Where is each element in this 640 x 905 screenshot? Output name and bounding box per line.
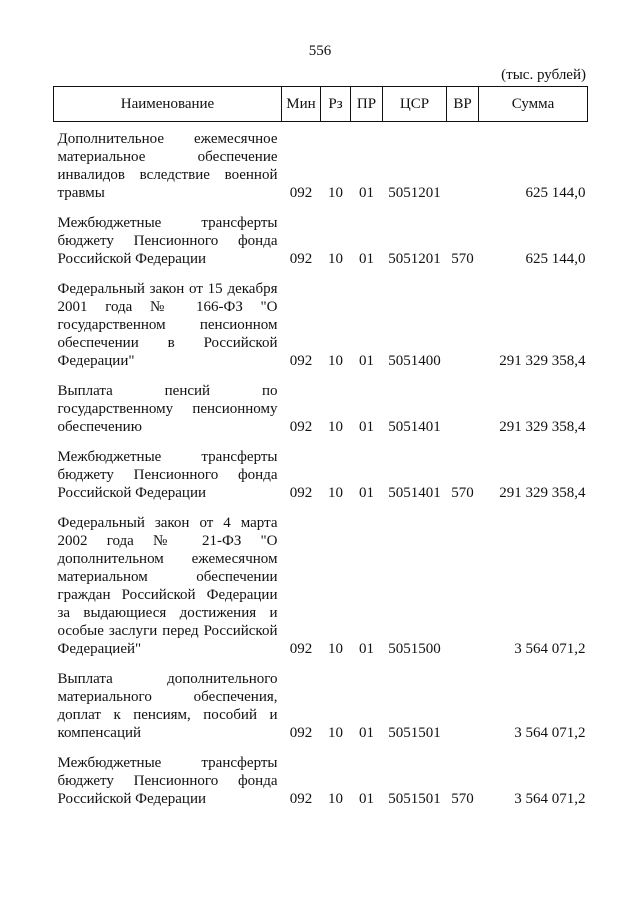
row-rz: 10 xyxy=(328,791,343,807)
row-min: 092 xyxy=(289,641,313,657)
row-rz: 10 xyxy=(328,725,343,741)
row-min: 092 xyxy=(289,791,313,807)
row-vr xyxy=(447,514,479,662)
table-row xyxy=(54,670,588,746)
row-min: 092 xyxy=(289,725,313,741)
table-row xyxy=(54,382,588,440)
table-row xyxy=(54,754,588,812)
row-pr: 01 xyxy=(359,251,374,267)
budget-table xyxy=(53,86,588,812)
row-sum: 3 564 071,2 xyxy=(514,791,586,807)
row-name: Межбюджетные трансферты бюджету Пенсионного фонда Российской Федерации xyxy=(57,449,278,501)
table-row xyxy=(54,130,588,206)
row-sum: 291 329 358,4 xyxy=(499,485,586,501)
row-csr: 5051501 xyxy=(388,791,441,807)
header-csr: ЦСР xyxy=(383,87,447,122)
header-pr: ПР xyxy=(351,87,383,122)
header-min: Мин xyxy=(282,87,321,122)
row-name: Федеральный закон от 15 декабря 2001 года № 166-ФЗ "О государственном пенсионном обеспечении в Российской Федерации" xyxy=(57,281,278,369)
units-label: (тыс. рублей) xyxy=(501,67,586,83)
header-rz: Рз xyxy=(321,87,351,122)
row-csr: 5051501 xyxy=(388,725,441,741)
row-vr: 570 xyxy=(451,791,474,807)
row-sum: 625 144,0 xyxy=(525,185,586,201)
row-sum: 291 329 358,4 xyxy=(499,419,586,435)
row-min: 092 xyxy=(289,353,313,369)
row-name: Выплата дополнительного материального обеспечения, доплат к пенсиям, пособий и компенсаций xyxy=(57,671,278,741)
row-vr: 570 xyxy=(451,485,474,501)
row-name: Федеральный закон от 4 марта 2002 года № 21-ФЗ "О дополнительном ежемесячном материальном обеспечении граждан Российской Федерации за выдающиеся достижения и особые заслуги перед Российской Федерацией" xyxy=(57,515,278,657)
row-pr: 01 xyxy=(359,353,374,369)
row-pr: 01 xyxy=(359,725,374,741)
row-pr: 01 xyxy=(359,791,374,807)
table-header-row xyxy=(54,87,588,122)
row-rz: 10 xyxy=(328,485,343,501)
row-rz: 10 xyxy=(328,185,343,201)
table-row xyxy=(54,514,588,662)
row-csr: 5051401 xyxy=(388,419,441,435)
row-pr: 01 xyxy=(359,485,374,501)
row-rz: 10 xyxy=(328,353,343,369)
row-min: 092 xyxy=(289,251,313,267)
row-vr xyxy=(447,280,479,374)
row-name: Межбюджетные трансферты бюджету Пенсионного фонда Российской Федерации xyxy=(57,215,278,267)
row-vr: 570 xyxy=(451,251,474,267)
table-row xyxy=(54,448,588,506)
row-rz: 10 xyxy=(328,251,343,267)
row-min: 092 xyxy=(289,419,313,435)
row-pr: 01 xyxy=(359,419,374,435)
row-csr: 5051201 xyxy=(388,251,441,267)
row-vr xyxy=(447,130,479,206)
row-name: Межбюджетные трансферты бюджету Пенсионного фонда Российской Федерации xyxy=(57,755,278,807)
row-name: Выплата пенсий по государственному пенсионному обеспечению xyxy=(57,383,278,435)
row-min: 092 xyxy=(289,185,313,201)
row-sum: 3 564 071,2 xyxy=(514,725,586,741)
row-sum: 625 144,0 xyxy=(525,251,586,267)
row-pr: 01 xyxy=(359,185,374,201)
row-sum: 291 329 358,4 xyxy=(499,353,586,369)
row-csr: 5051201 xyxy=(388,185,441,201)
row-rz: 10 xyxy=(328,419,343,435)
row-sum: 3 564 071,2 xyxy=(514,641,586,657)
row-min: 092 xyxy=(289,485,313,501)
header-sum: Сумма xyxy=(479,87,588,122)
row-rz: 10 xyxy=(328,641,343,657)
row-csr: 5051401 xyxy=(388,485,441,501)
page-number: 556 xyxy=(308,43,332,59)
table-row xyxy=(54,280,588,374)
row-csr: 5051400 xyxy=(388,353,441,369)
header-name: Наименование xyxy=(54,87,282,122)
row-csr: 5051500 xyxy=(388,641,441,657)
row-pr: 01 xyxy=(359,641,374,657)
table-row xyxy=(54,214,588,272)
row-vr xyxy=(447,382,479,440)
row-name: Дополнительное ежемесячное материальное обеспечение инвалидов вследствие военной травмы xyxy=(57,131,278,201)
row-vr xyxy=(447,670,479,746)
header-vr: ВР xyxy=(447,87,479,122)
